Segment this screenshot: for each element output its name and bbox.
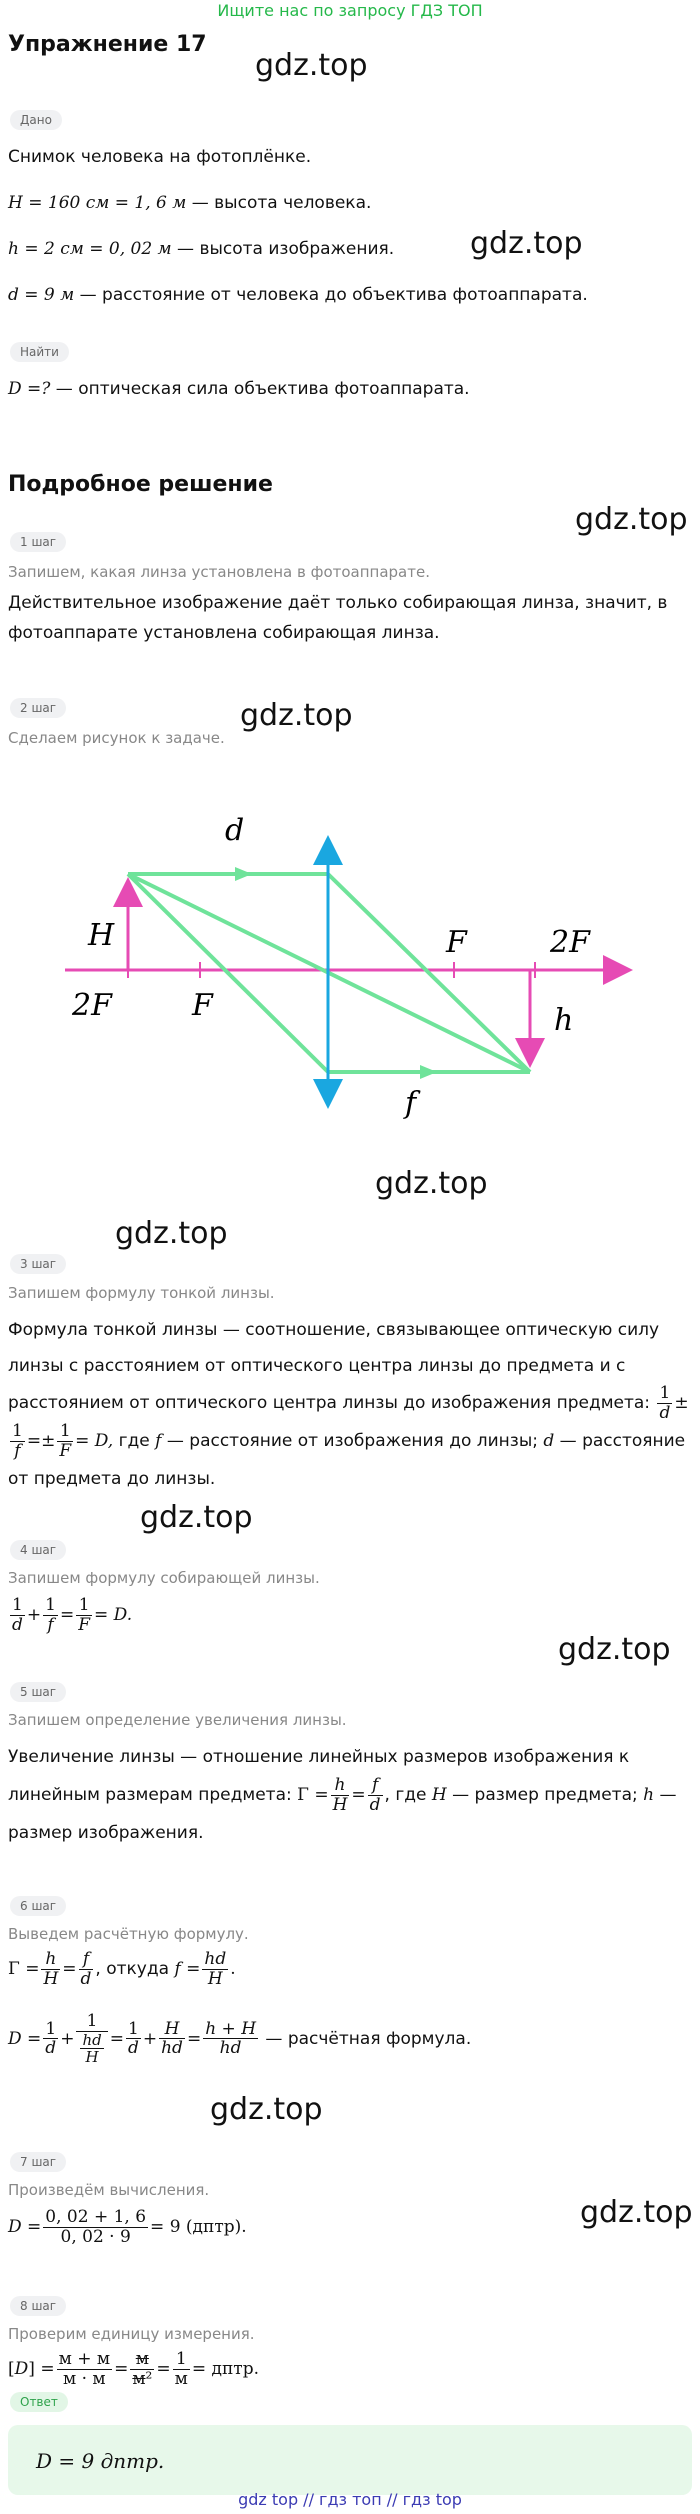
- solution-title: Подробное решение: [8, 472, 273, 497]
- step-hint: Проверим единицу измерения.: [8, 2325, 255, 2343]
- promo-banner[interactable]: Ищите нас по запросу ГДЗ ТОП: [217, 1, 483, 20]
- watermark: gdz.top: [580, 2195, 693, 2230]
- label-d: d: [225, 813, 245, 848]
- step-badge: 8 шаг: [10, 2296, 66, 2316]
- step-text: Формула тонкой линзы — соотношение, связывающее оптическую силу линзы с расстоянием от оптического центра линзы до предмета и с расстоянием от оптического центра линзы до изображения предмета: $\frac{1}{d}$ ± $\frac{1}{f}$ =± $\frac{1}{F}$ = D, где f — расстояние от изображения до линзы; d — расстояние от предмета до линзы.: [8, 1320, 689, 1489]
- given-line: Снимок человека на фотоплёнке.: [8, 147, 312, 167]
- step-hint: Запишем, какая линза установлена в фотоаппарате.: [8, 563, 430, 581]
- step-hint: Сделаем рисунок к задаче.: [8, 729, 225, 747]
- step-badge: 6 шаг: [10, 1896, 66, 1916]
- label-f: f: [405, 1086, 417, 1121]
- label-H: H: [88, 918, 115, 953]
- find-badge: Найти: [10, 342, 69, 362]
- watermark: gdz.top: [240, 698, 353, 733]
- label-2F-right: 2F: [550, 925, 590, 960]
- watermark: gdz.top: [255, 48, 368, 83]
- footer-links[interactable]: gdz top // гдз топ // гдз top: [238, 2490, 462, 2509]
- given-badge: Дано: [10, 110, 62, 130]
- watermark: gdz.top: [140, 1500, 253, 1535]
- step-hint: Запишем формулу тонкой линзы.: [8, 1284, 275, 1302]
- step-hint: Произведём вычисления.: [8, 2181, 210, 2199]
- label-F-left: F: [192, 988, 213, 1023]
- step-badge: 2 шаг: [10, 698, 66, 718]
- find-line: D =? — оптическая сила объектива фотоаппарата.: [8, 379, 470, 399]
- watermark: gdz.top: [558, 1632, 671, 1667]
- watermark: gdz.top: [210, 2092, 323, 2127]
- derivation-line: Γ = $\frac{h}{H}$ = $\frac{f}{d}$ , откуда f = $\frac{hd}{H}$ .: [8, 1949, 236, 1989]
- label-h: h: [554, 1003, 574, 1038]
- step-badge: 7 шаг: [10, 2152, 66, 2172]
- answer-box: [8, 2425, 692, 2495]
- answer-value: D = 9 дптр.: [36, 2449, 165, 2473]
- label-F-right: F: [446, 925, 467, 960]
- step-hint: Выведем расчётную формулу.: [8, 1925, 249, 1943]
- derivation-line: D = $\frac{1}{d}$ + $\frac{1}{\frac{hd}{H}}$ = $\frac{1}{d}$ + $\frac{H}{hd}$ = $\frac{h + H}{hd}$ — расчётная формула.: [8, 2011, 472, 2067]
- formula-converging-lens: $\frac{1}{d}$ + $\frac{1}{f}$ = $\frac{1}{F}$ = D.: [12, 1595, 133, 1635]
- lens-ray-diagram: [0, 780, 700, 1140]
- step-text: Увеличение линзы — отношение линейных размеров изображения к линейным размерам предмета: Γ = $\frac{h}{H}$ = $\frac{f}{d}$ , где H — размер предмета; h — размер изображения.: [8, 1747, 677, 1844]
- step-text: Действительное изображение даёт только собирающая линза, значит, в фотоаппарате установлена собирающая линза.: [8, 593, 668, 643]
- step-hint: Запишем формулу собирающей линзы.: [8, 1569, 320, 1587]
- watermark: gdz.top: [575, 502, 688, 537]
- given-line: H = 160 см = 1, 6 м — высота человека.: [8, 193, 372, 213]
- watermark: gdz.top: [115, 1216, 228, 1251]
- step-badge: 1 шаг: [10, 532, 66, 552]
- answer-badge: Ответ: [10, 2392, 68, 2412]
- given-line: h = 2 см = 0, 02 м — высота изображения.: [8, 239, 395, 259]
- label-2F-left: 2F: [72, 988, 112, 1023]
- step-badge: 3 шаг: [10, 1254, 66, 1274]
- unit-check: [D] = $\frac{м + м}{м \cdot м}$ = $\frac{м}{\text{м²}}$ = $\frac{1}{м}$ = дптр.: [8, 2349, 259, 2389]
- step-badge: 4 шаг: [10, 1540, 66, 1560]
- exercise-title: Упражнение 17: [8, 32, 207, 57]
- watermark: gdz.top: [375, 1166, 488, 1201]
- given-line: d = 9 м — расстояние от человека до объектива фотоаппарата.: [8, 285, 588, 305]
- step-hint: Запишем определение увеличения линзы.: [8, 1711, 347, 1729]
- step-badge: 5 шаг: [10, 1682, 66, 1702]
- calculation: D = $\frac{0, 02 + 1, 6}{0, 02 \cdot 9}$ = 9 (дптр).: [8, 2207, 247, 2247]
- watermark: gdz.top: [470, 226, 583, 261]
